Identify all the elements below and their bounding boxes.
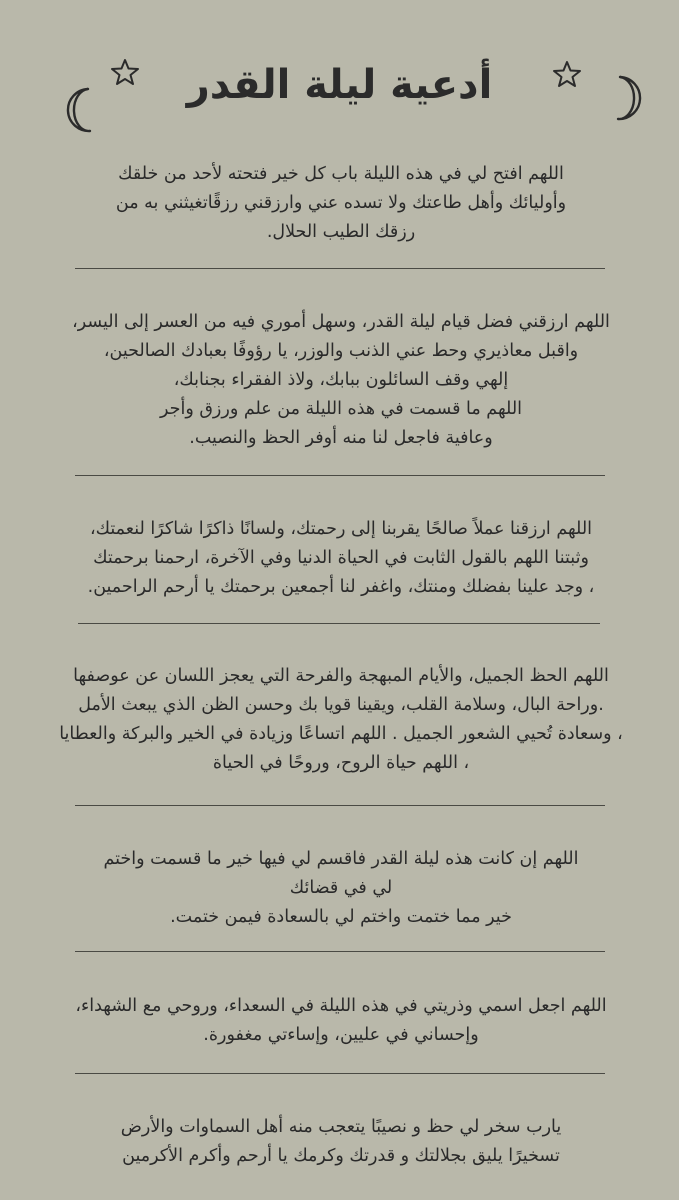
dua-line: وإحساني في عليين، وإساءتي مغفورة. xyxy=(203,1025,479,1045)
dua-block xyxy=(36,160,646,247)
dua-line: لي في قضائك xyxy=(289,878,393,898)
dua-block xyxy=(36,515,646,602)
divider xyxy=(75,951,605,952)
divider xyxy=(78,623,600,624)
divider xyxy=(75,1073,605,1074)
dua-line: ، اللهم حياة الروح، وروحًا في الحياة xyxy=(212,753,470,773)
dua-line: .وراحة البال، وسلامة القلب، ويقينا قويا بك وحسن الظن الذي يبعث الأمل xyxy=(78,695,604,715)
title-container xyxy=(0,62,679,108)
dua-line: وأوليائك وأهل طاعتك ولا تسده عني وارزقني رزقًاتغيثني به من xyxy=(115,193,567,213)
dua-block xyxy=(36,845,646,932)
dua-line: ، وجد علينا بفضلك ومنتك، واغفر لنا أجمعين برحمتك يا أرحم الراحمين. xyxy=(87,577,595,597)
dua-line: تسخيرًا يليق بجلالتك و قدرتك وكرمك يا أرحم وأكرم الأكرمين xyxy=(122,1146,560,1166)
dua-line: اللهم ما قسمت في هذه الليلة من علم ورزق وأجر xyxy=(159,399,523,419)
divider xyxy=(75,805,605,806)
dua-line: اللهم اجعل اسمي وذريتي في هذه الليلة في السعداء، وروحي مع الشهداء، xyxy=(75,996,607,1016)
dua-line: واقبل معاذيري وحط عني الذنب والوزر، يا رؤوفًا بعبادك الصالحين، xyxy=(103,341,579,361)
dua-line: رزقك الطيب الحلال. xyxy=(266,222,416,242)
divider xyxy=(75,268,605,269)
dua-line: إلهي وقف السائلون ببابك، ولاذ الفقراء بجنابك، xyxy=(173,370,509,390)
dua-block xyxy=(36,992,646,1050)
dua-line: اللهم افتح لي في هذه الليلة باب كل خير فتحته لأحد من خلقك xyxy=(118,164,564,184)
dua-line: اللهم إن كانت هذه ليلة القدر فاقسم لي فيها خير ما قسمت واختم xyxy=(103,849,579,869)
page-title: أدعية ليلة القدر xyxy=(186,62,493,108)
dua-line: اللهم ارزقني فضل قيام ليلة القدر، وسهل أموري فيه من العسر إلى اليسر، xyxy=(72,312,610,332)
dua-block xyxy=(36,308,646,453)
dua-line: اللهم الحظ الجميل، والأيام المبهجة والفرحة التي يعجز اللسان عن عوصفها xyxy=(73,666,609,686)
dua-line: يارب سخر لي حظ و نصيبًا يتعجب منه أهل السماوات والأرض xyxy=(120,1117,562,1137)
dua-line: خير مما ختمت واختم لي بالسعادة فيمن ختمت. xyxy=(170,907,512,927)
dua-line: ، وسعادة تُحيي الشعور الجميل . اللهم اتساعًا وزيادة في الخير والبركة والعطايا xyxy=(59,724,623,744)
dua-block xyxy=(36,1113,646,1171)
dua-line: وثبتنا اللهم بالقول الثابت في الحياة الدنيا وفي الآخرة، ارحمنا برحمتك xyxy=(93,548,589,568)
divider xyxy=(75,475,605,476)
dua-line: وعافية فاجعل لنا منه أوفر الحظ والنصيب. xyxy=(189,428,493,448)
dua-block xyxy=(36,662,646,778)
dua-line: اللهم ارزقنا عملاً صالحًا يقربنا إلى رحمتك، ولسانًا ذاكرًا شاكرًا لنعمتك، xyxy=(89,519,593,539)
